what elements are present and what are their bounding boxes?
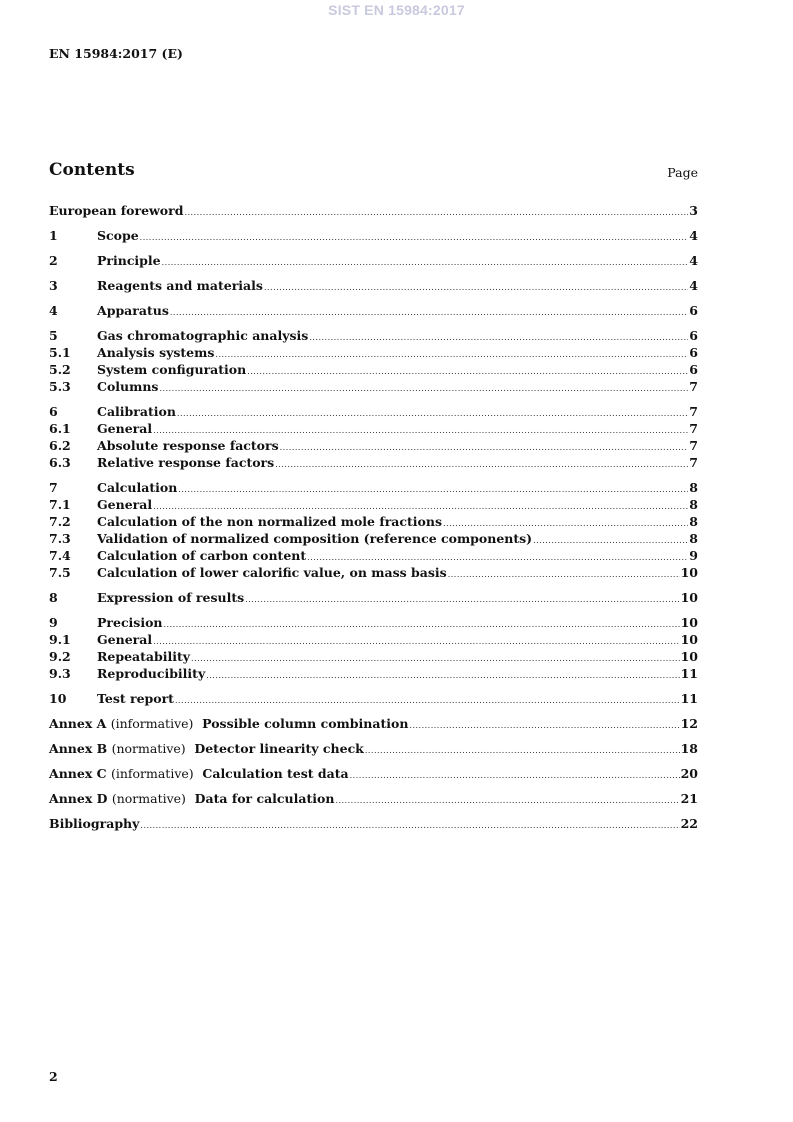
dot-leader — [191, 650, 680, 667]
toc-entry-title: Precision — [97, 615, 163, 630]
toc-entry-title: Gas chromatographic analysis — [97, 328, 309, 343]
annex-type: (normative) — [111, 791, 186, 806]
toc-entry-5-3[interactable] — [49, 378, 698, 395]
toc-entry-6-3[interactable] — [49, 454, 698, 471]
toc-entry-page: 7 — [689, 421, 698, 436]
toc-annex-d[interactable] — [49, 790, 698, 807]
toc-entry-title: General — [97, 497, 153, 512]
page-number: 2 — [49, 1069, 58, 1084]
toc-entry-title: System configuration — [97, 362, 247, 377]
toc-entry-title: Absolute response factors — [97, 438, 279, 453]
toc-entry-7-4[interactable] — [49, 547, 698, 564]
toc-entry-page: 8 — [689, 531, 698, 546]
toc-entry-8[interactable] — [49, 589, 698, 606]
dot-leader — [170, 304, 688, 321]
toc-entry-page: 4 — [689, 228, 698, 243]
toc-annex-c[interactable] — [49, 765, 698, 782]
toc-entry-page: 11 — [680, 666, 698, 681]
toc-entry-number: 7.5 — [49, 565, 71, 580]
toc-entry-number: 8 — [49, 590, 58, 605]
toc-entry-page: 6 — [689, 303, 698, 318]
toc-entry-title: European foreword — [49, 203, 184, 218]
toc-entry-title: Principle — [97, 253, 161, 268]
toc-entry-number: 7.1 — [49, 497, 71, 512]
toc-entry-title: Calculation of lower calorific value, on mass basis — [97, 565, 447, 580]
toc-entry-7[interactable] — [49, 479, 698, 496]
toc-entry-number: 9.3 — [49, 666, 71, 681]
toc-entry-number: 9.1 — [49, 632, 71, 647]
toc-entry-number: 4 — [49, 303, 58, 318]
toc-entry-title: Reproducibility — [97, 666, 206, 681]
toc-entry-number: 7.4 — [49, 548, 71, 563]
toc-entry-title: Analysis systems — [97, 345, 215, 360]
dot-leader — [177, 405, 688, 422]
toc-entry-page: 7 — [689, 404, 698, 419]
toc-entry-1[interactable] — [49, 227, 698, 244]
toc-entry-page: 4 — [689, 278, 698, 293]
dot-leader — [533, 532, 688, 549]
toc-entry-page: 18 — [680, 741, 698, 756]
toc-entry-title: Calculation of the non normalized mole fractions — [97, 514, 442, 529]
dot-leader — [264, 279, 688, 296]
dot-leader — [140, 229, 689, 246]
annex-label: Annex A (informative) Possible column combination — [49, 716, 409, 731]
annex-type: (informative) — [110, 716, 194, 731]
dot-leader — [409, 717, 679, 734]
dot-leader — [178, 481, 688, 498]
toc-entry-number: 2 — [49, 253, 58, 268]
toc-entry-page: 6 — [689, 362, 698, 377]
page-column-label: Page — [667, 165, 698, 180]
toc-entry-number: 7.3 — [49, 531, 71, 546]
toc-entry-title: Calibration — [97, 404, 176, 419]
toc-entry-title: Calculation — [97, 480, 178, 495]
toc-annex-a[interactable] — [49, 715, 698, 732]
dot-leader — [335, 792, 679, 809]
dot-leader — [247, 363, 688, 380]
toc-entry-5-2[interactable] — [49, 361, 698, 378]
toc-entry-title: Expression of results — [97, 590, 245, 605]
dot-leader — [365, 742, 680, 759]
annex-type: (informative) — [110, 766, 194, 781]
toc-entry-title: Bibliography — [49, 816, 140, 831]
toc-entry-9-1[interactable] — [49, 631, 698, 648]
toc-entry-page: 7 — [689, 379, 698, 394]
toc-bibliography[interactable] — [49, 815, 698, 832]
dot-leader — [215, 346, 688, 363]
toc-entry-page: 8 — [689, 514, 698, 529]
toc-entry-3[interactable] — [49, 277, 698, 294]
toc-entry-7-2[interactable] — [49, 513, 698, 530]
annex-title: Detector linearity check — [194, 741, 364, 756]
toc-entry-page: 10 — [680, 565, 698, 580]
dot-leader — [350, 767, 680, 784]
toc-entry-number: 5.1 — [49, 345, 71, 360]
annex-type: (normative) — [111, 741, 186, 756]
toc-entry-page: 12 — [680, 716, 698, 731]
toc-entry-5[interactable] — [49, 327, 698, 344]
toc-entry-number: 7 — [49, 480, 58, 495]
document-id: EN 15984:2017 (E) — [49, 46, 183, 61]
annex-title: Calculation test data — [202, 766, 349, 781]
dot-leader — [206, 667, 679, 684]
toc-entry-number: 6.3 — [49, 455, 71, 470]
toc-entry-page: 3 — [689, 203, 698, 218]
toc-entry-5-1[interactable] — [49, 344, 698, 361]
toc-entry-title: Repeatability — [97, 649, 191, 664]
toc-annex-b[interactable] — [49, 740, 698, 757]
toc-entry-title: Calculation of carbon content — [97, 548, 307, 563]
toc-entry-title: Scope — [97, 228, 139, 243]
toc-entry-number: 1 — [49, 228, 58, 243]
toc-entry-title: Reagents and materials — [97, 278, 263, 293]
dot-leader — [280, 439, 689, 456]
toc-entry-page: 4 — [689, 253, 698, 268]
toc-entry-number: 6.2 — [49, 438, 71, 453]
toc-entry-number: 7.2 — [49, 514, 71, 529]
dot-leader — [275, 456, 688, 473]
dot-leader — [164, 616, 680, 633]
toc-entry-number: 5 — [49, 328, 58, 343]
toc-entry-number: 6 — [49, 404, 58, 419]
toc-entry-6-2[interactable] — [49, 437, 698, 454]
dot-leader — [184, 204, 688, 221]
toc-entry-4[interactable] — [49, 302, 698, 319]
dot-leader — [309, 329, 688, 346]
toc-entry-2[interactable] — [49, 252, 698, 269]
toc-entry-7-3[interactable] — [49, 530, 698, 547]
toc-entry-10[interactable] — [49, 690, 698, 707]
toc-entry-number: 9 — [49, 615, 58, 630]
toc-entry-title: Validation of normalized composition (reference components) — [97, 531, 533, 546]
toc-entry-6[interactable] — [49, 403, 698, 420]
toc-entry-title: Test report — [97, 691, 174, 706]
annex-label: Annex D (normative) Data for calculation — [49, 791, 335, 806]
annex-title: Possible column combination — [202, 716, 409, 731]
toc-entry-title: Relative response factors — [97, 455, 275, 470]
dot-leader — [153, 633, 679, 650]
toc-entry-page: 6 — [689, 328, 698, 343]
toc-entry-page: 10 — [680, 615, 698, 630]
toc-entry-title: General — [97, 421, 153, 436]
toc-entry-page: 7 — [689, 455, 698, 470]
toc-entry-foreword[interactable] — [49, 202, 698, 219]
toc-entry-page: 22 — [680, 816, 698, 831]
table-of-contents — [49, 202, 698, 832]
toc-entry-9[interactable] — [49, 614, 698, 631]
toc-entry-page: 10 — [680, 590, 698, 605]
toc-entry-title: Columns — [97, 379, 159, 394]
toc-entry-title: General — [97, 632, 153, 647]
toc-entry-number: 6.1 — [49, 421, 71, 436]
toc-entry-page: 10 — [680, 649, 698, 664]
toc-entry-number: 9.2 — [49, 649, 71, 664]
toc-entry-7-1[interactable] — [49, 496, 698, 513]
toc-entry-9-2[interactable] — [49, 648, 698, 665]
toc-entry-number: 3 — [49, 278, 58, 293]
watermark: SIST EN 15984:2017 — [328, 2, 465, 18]
annex-label: Annex B (normative) Detector linearity check — [49, 741, 364, 756]
toc-entry-number: 10 — [49, 691, 67, 706]
toc-entry-page: 10 — [680, 632, 698, 647]
dot-leader — [448, 566, 680, 583]
dot-leader — [162, 254, 689, 271]
dot-leader — [140, 817, 679, 834]
toc-entry-page: 7 — [689, 438, 698, 453]
toc-entry-9-3[interactable] — [49, 665, 698, 682]
dot-leader — [245, 591, 679, 608]
dot-leader — [175, 692, 680, 709]
contents-title: Contents — [49, 160, 135, 180]
toc-entry-title: Apparatus — [97, 303, 169, 318]
toc-entry-page: 8 — [689, 497, 698, 512]
toc-entry-6-1[interactable] — [49, 420, 698, 437]
annex-label: Annex C (informative) Calculation test data — [49, 766, 349, 781]
toc-entry-page: 20 — [680, 766, 698, 781]
toc-entry-page: 21 — [680, 791, 698, 806]
toc-entry-7-5[interactable] — [49, 564, 698, 581]
toc-entry-page: 8 — [689, 480, 698, 495]
toc-entry-number: 5.3 — [49, 379, 71, 394]
toc-entry-page: 9 — [689, 548, 698, 563]
annex-title: Data for calculation — [194, 791, 335, 806]
toc-entry-number: 5.2 — [49, 362, 71, 377]
toc-entry-page: 11 — [680, 691, 698, 706]
toc-entry-page: 6 — [689, 345, 698, 360]
dot-leader — [159, 380, 688, 397]
